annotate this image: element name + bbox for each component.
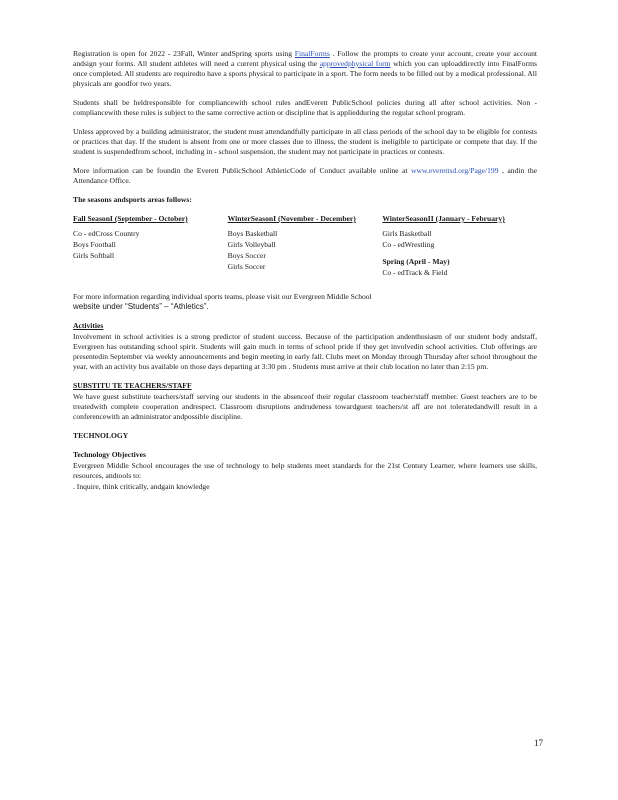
finalforms-link[interactable]: FinalForms xyxy=(294,49,330,58)
technology-objectives-heading: Technology Objectives xyxy=(73,450,146,459)
winter-season-1-column xyxy=(228,214,383,278)
season-sport: Girls Softball xyxy=(73,251,115,260)
season-sport: Girls Basketball xyxy=(382,229,432,238)
compliance-paragraph: Students shall be heldresponsible for compliancewith school rules andEverett PublicSchool policies during all after school activities. Non - compliancewith these rules is subject to the same corrective action or discipline that is appliedduring the regular school program. xyxy=(73,98,537,117)
seasons-heading: The seasons andsports areas follows: xyxy=(73,195,192,204)
seasons-table xyxy=(73,214,537,278)
season-sport: Boys Football xyxy=(73,240,116,249)
website-note-sans-text: website under “Students” – “Athletics”. xyxy=(73,302,209,311)
technology-paragraph: Evergreen Middle School encourages the use of technology to help students meet standards for the 21st Century Learner, where learners use skills, resources, andtools to: xyxy=(73,461,537,480)
athletic-code-link[interactable]: www.everettsd.org/Page/199 xyxy=(411,166,499,175)
spring-season-title: Spring (April - May) xyxy=(382,257,450,266)
registration-paragraph xyxy=(73,49,537,89)
website-note-paragraph xyxy=(73,292,537,312)
eligibility-paragraph: Unless approved by a building administrator, the student must attendandfully participate in all class periods of the school day to be eligible for contests or practices that day. If the student is absent from one or more classes due to illness, the student is ineligible to participate or compete that day. If the student is suspendedfrom school, including in - school suspension, the student may not participate in practices or contests. xyxy=(73,127,537,156)
more-info-paragraph xyxy=(73,166,537,186)
season-sport: Co - edWrestling xyxy=(382,240,435,249)
registration-text-2: . Follow the prompts to create your account, create your account andsign your forms. All student athletes will need a current physical using the xyxy=(73,49,537,68)
activities-heading: Activities xyxy=(73,321,104,330)
approved-physical-form-link[interactable]: approvedphysical form xyxy=(319,59,391,68)
season-sport: Girls Volleyball xyxy=(227,240,276,249)
more-info-text-1: More information can be foundin the Everett PublicSchool AthleticCode of Conduct available online at xyxy=(73,166,411,175)
activities-paragraph: Involvement in school activities is a strong predictor of student success. Because of the participation andenthusiasm of our student body andstaff, Evergreen has outstanding school spirit. Students will gain much in terms of school pride if they get involvedin school activities. Club offerings are presentedin September via weekly announcements and begin meeting in early fall. Clubs meet on Monday through Thursday after school throughout the year, with an activity bus available on those days departing at 3:30 pm . Students must arrive at their club location no later than 2:15 pm. xyxy=(73,332,537,371)
season-sport: Girls Soccer xyxy=(227,262,266,271)
page-number: 17 xyxy=(534,738,543,748)
winter-season-2-title: WinterSeasonII (January - February) xyxy=(382,214,505,223)
more-info-text-2: , andin the Attendance Office. xyxy=(73,166,538,185)
fall-season-column xyxy=(73,214,228,278)
fall-season-title: Fall SeasonI (September - October) xyxy=(73,214,188,223)
substitute-paragraph: We have guest substitute teachers/staff serving our students in the absenceof their regular classroom teacher/staff member. Guest teachers are to be treatedwith complete cooperation andrespect. Classroom disruptions andrudeness towardguest teachers/st aff are not toleratedandwill result in a conferencewith an administrator andpossible discipline. xyxy=(73,392,537,421)
technology-heading: TECHNOLOGY xyxy=(73,431,129,440)
registration-text-3: which you can uploaddirectly into FinalForms once completed. All students are requiredto have a sports physical to participate in a sport. The form needs to be filled out by a medical professional. All physicals are goodfor two years. xyxy=(73,59,537,88)
page-content xyxy=(73,49,537,492)
substitute-teachers-heading: SUBSTITU TE TEACHERS/STAFF xyxy=(73,381,192,390)
winter-season-1-title: WinterSeasonI (November - December) xyxy=(227,214,356,223)
website-note-text: For more information regarding individual sports teams, please visit our Evergreen Middle School xyxy=(73,292,372,301)
winter-season-2-column xyxy=(382,214,537,278)
season-sport: Boys Basketball xyxy=(227,229,278,238)
season-sport: Boys Soccer xyxy=(227,251,266,260)
season-sport: Co - edTrack & Field xyxy=(382,268,448,277)
season-sport: Co - edCross Country xyxy=(73,229,140,238)
technology-bullet: . Inquire, think critically, andgain knowledge xyxy=(73,482,210,491)
registration-text-1: Registration is open for 2022 - 23Fall, Winter andSpring sports using xyxy=(73,49,295,58)
